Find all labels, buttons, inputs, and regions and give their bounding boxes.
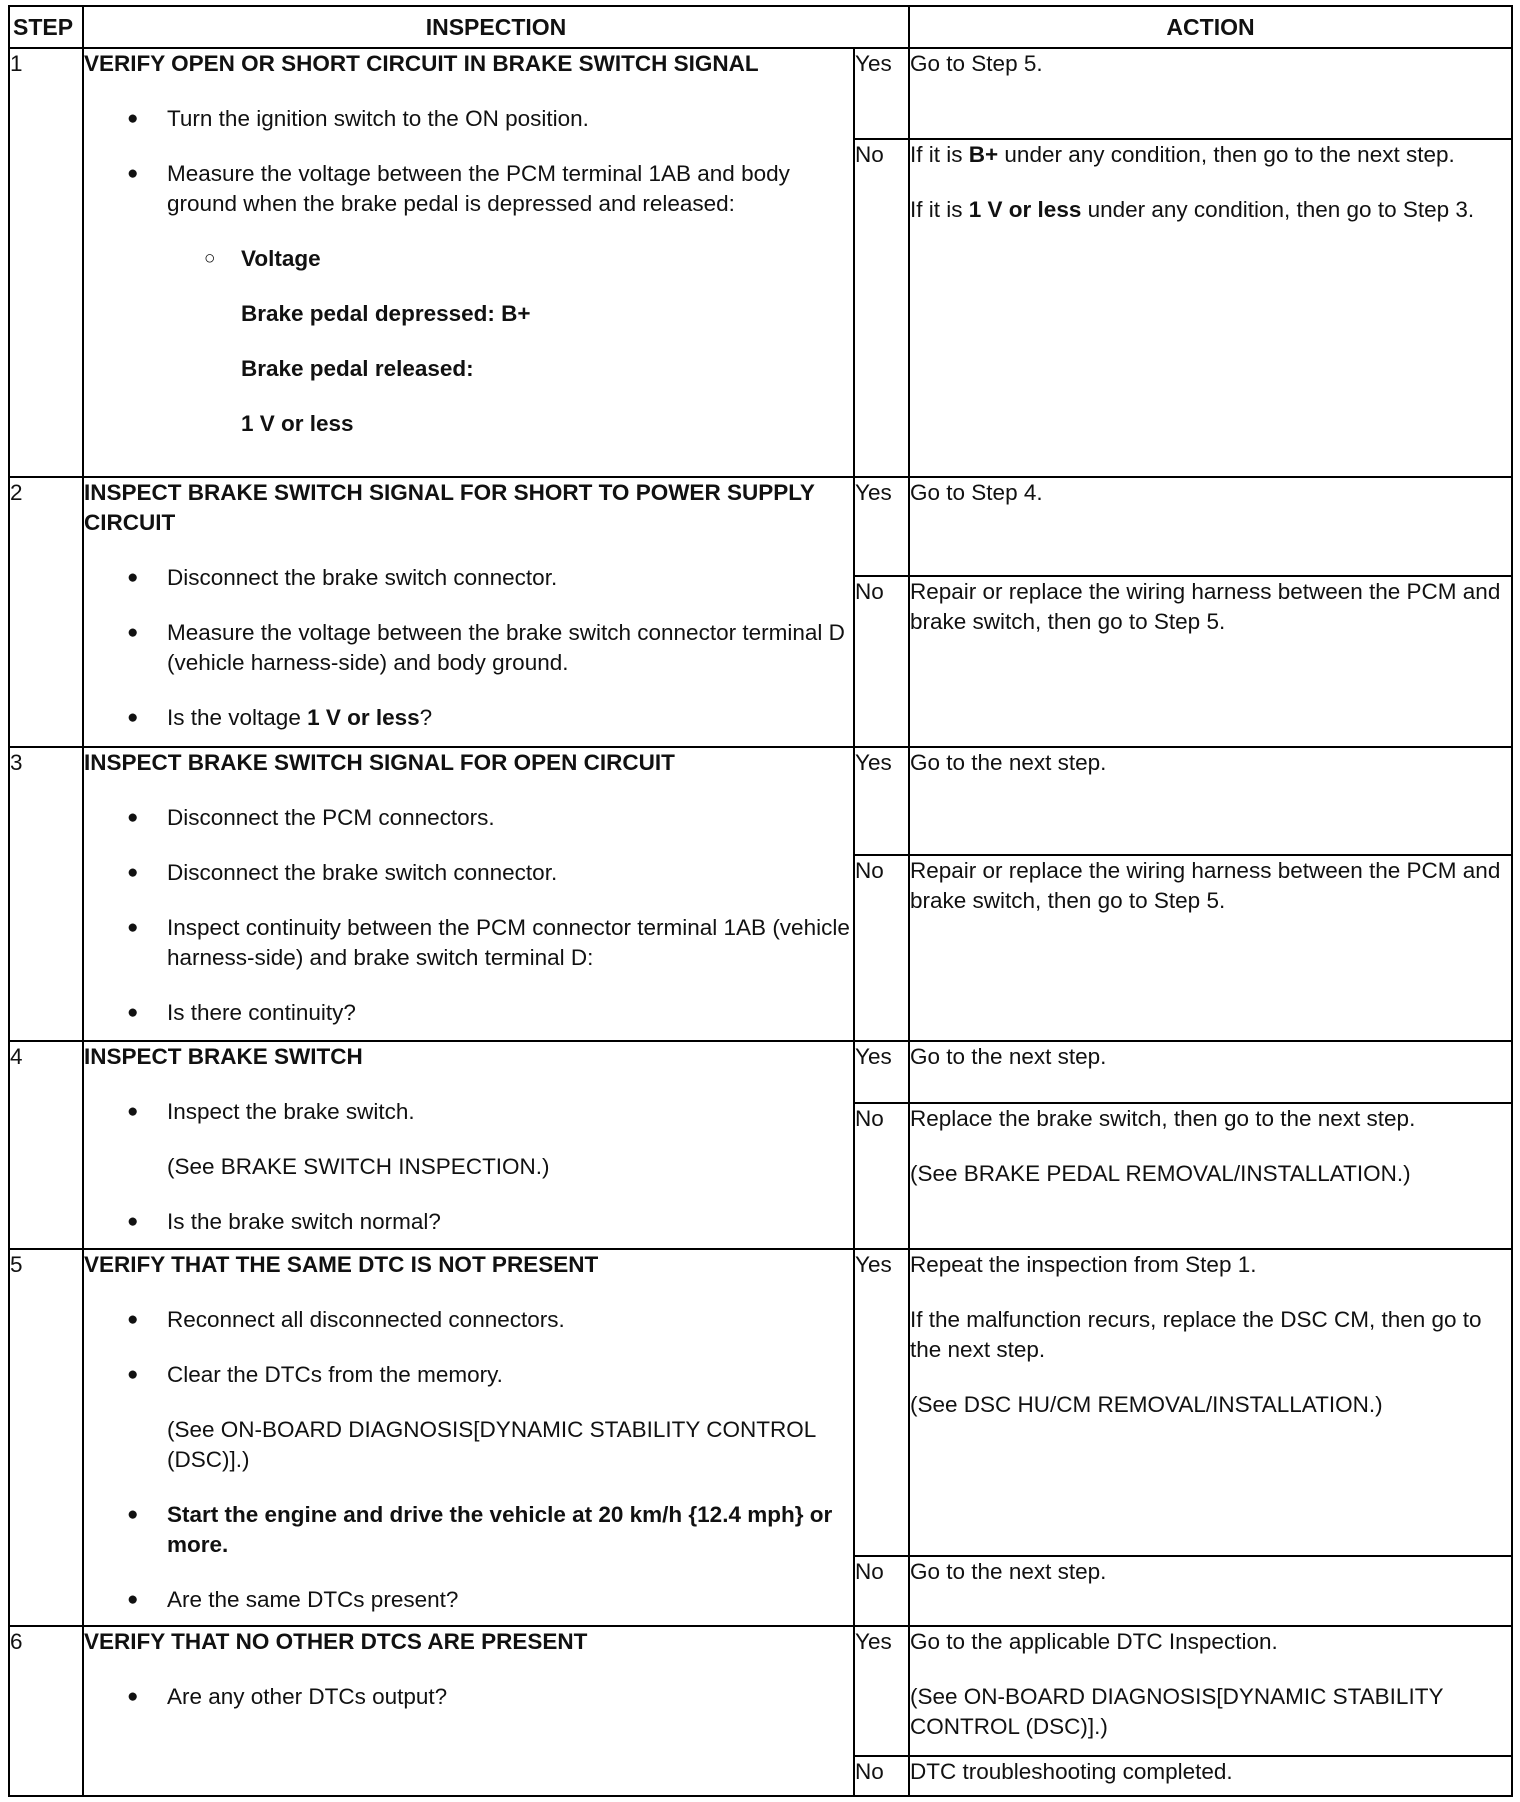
- step-1-sub-spec: 1 V or less: [241, 411, 354, 436]
- step-4-bullet-2: ● Is the brake switch normal?: [84, 1207, 853, 1237]
- step-6-yes-row: [9, 1626, 1512, 1756]
- step-5-bullet-2-ref: (See ON-BOARD DIAGNOSIS[DYNAMIC STABILITY CONTROL (DSC)].): [167, 1417, 816, 1472]
- step-6-yes-text: Go to the applicable DTC Inspection.: [910, 1629, 1278, 1654]
- step-2-inspection: [83, 477, 854, 747]
- step-6-inspection: [83, 1626, 854, 1796]
- step-6-yes-action: [909, 1626, 1512, 1756]
- header-row: [9, 6, 1512, 48]
- step-2-yes-text: Go to Step 4.: [910, 480, 1043, 505]
- step-4-bullet-1-ref: (See BRAKE SWITCH INSPECTION.): [167, 1154, 550, 1179]
- step-2-bullet-1: ● Disconnect the brake switch connector.: [84, 563, 853, 593]
- step-4-inspection: [83, 1041, 854, 1249]
- step-6-no-label: No: [854, 1756, 909, 1796]
- step-1-no-para-2: If it is 1 V or less under any condition, then go to Step 3.: [910, 197, 1475, 222]
- step-1-yes-text: Go to Step 5.: [910, 51, 1043, 76]
- step-4-no-ref: (See BRAKE PEDAL REMOVAL/INSTALLATION.): [910, 1161, 1411, 1186]
- step-2-yes-row: [9, 477, 1512, 576]
- step-4-yes-text: Go to the next step.: [910, 1044, 1107, 1069]
- step-6-bullet-1: ● Are any other DTCs output?: [84, 1682, 853, 1712]
- step-6-yes-ref: (See ON-BOARD DIAGNOSIS[DYNAMIC STABILITY CONTROL (DSC)].): [910, 1684, 1444, 1739]
- step-2-yes-action: [909, 477, 1512, 576]
- step-2-title: INSPECT BRAKE SWITCH SIGNAL FOR SHORT TO POWER SUPPLY CIRCUIT: [84, 480, 815, 535]
- step-5-no-text: Go to the next step.: [910, 1559, 1107, 1584]
- step-5-yes-text-2: If the malfunction recurs, replace the DSC CM, then go to the next step.: [910, 1307, 1482, 1362]
- header-step: STEP: [9, 6, 83, 48]
- step-5-number: 5: [9, 1249, 83, 1626]
- step-4-yes-action: [909, 1041, 1512, 1103]
- step-3-bullet-2: ● Disconnect the brake switch connector.: [84, 858, 853, 888]
- step-2-no-label: No: [854, 576, 909, 747]
- step-3-yes-text: Go to the next step.: [910, 750, 1107, 775]
- step-3-no-text: Repair or replace the wiring harness between the PCM and brake switch, then go to Step 5.: [910, 858, 1501, 913]
- step-4-no-label: No: [854, 1103, 909, 1249]
- step-2-bullet-2: ● Measure the voltage between the brake switch connector terminal D (vehicle harness-side) and body ground.: [84, 618, 853, 678]
- step-4-yes-label: Yes: [854, 1041, 909, 1103]
- step-5-no-label: No: [854, 1556, 909, 1626]
- step-3-bullet-3: ● Inspect continuity between the PCM connector terminal 1AB (vehicle harness-side) and brake switch terminal D:: [84, 913, 853, 973]
- step-4-bullet-1: ● Inspect the brake switch.: [84, 1097, 853, 1127]
- step-5-bullet-1: ● Reconnect all disconnected connectors.: [84, 1305, 853, 1335]
- step-2-no-action: [909, 576, 1512, 747]
- step-5-yes-label: Yes: [854, 1249, 909, 1556]
- step-1-no-action: [909, 139, 1512, 477]
- step-5-yes-action: [909, 1249, 1512, 1556]
- step-2-bullet-3: ● Is the voltage 1 V or less?: [84, 703, 853, 733]
- header-action: ACTION: [909, 6, 1512, 48]
- step-3-title: INSPECT BRAKE SWITCH SIGNAL FOR OPEN CIRCUIT: [84, 750, 675, 775]
- step-3-no-label: No: [854, 855, 909, 1041]
- step-5-yes-ref: (See DSC HU/CM REMOVAL/INSTALLATION.): [910, 1392, 1383, 1417]
- step-3-no-action: [909, 855, 1512, 1041]
- step-1-number: 1: [9, 48, 83, 477]
- step-3-inspection: [83, 747, 854, 1041]
- step-1-yes-action: [909, 48, 1512, 139]
- step-1-sub-depressed: Brake pedal depressed: B+: [241, 301, 531, 326]
- step-4-no-action: [909, 1103, 1512, 1249]
- step-5-bullet-2: ● Clear the DTCs from the memory.: [84, 1360, 853, 1390]
- step-1-yes-row: [9, 48, 1512, 139]
- step-5-title: VERIFY THAT THE SAME DTC IS NOT PRESENT: [84, 1252, 599, 1277]
- step-1-no-label: No: [854, 139, 909, 477]
- step-5-no-action: [909, 1556, 1512, 1626]
- step-5-inspection: [83, 1249, 854, 1626]
- step-3-bullet-1: ● Disconnect the PCM connectors.: [84, 803, 853, 833]
- step-1-inspection: [83, 48, 854, 477]
- step-3-bullet-4: ● Is there continuity?: [84, 998, 853, 1028]
- step-6-yes-label: Yes: [854, 1626, 909, 1756]
- step-1-bullet-2: ● Measure the voltage between the PCM terminal 1AB and body ground when the brake pedal is depressed and released:: [84, 159, 853, 219]
- step-1-sub-released: Brake pedal released:: [241, 356, 474, 381]
- step-2-no-text: Repair or replace the wiring harness between the PCM and brake switch, then go to Step 5.: [910, 579, 1501, 634]
- step-4-title: INSPECT BRAKE SWITCH: [84, 1044, 363, 1069]
- step-5-bullet-3: ● Start the engine and drive the vehicle at 20 km/h {12.4 mph} or more.: [84, 1500, 853, 1560]
- step-1-yes-label: Yes: [854, 48, 909, 139]
- step-5-yes-row: [9, 1249, 1512, 1556]
- step-2-yes-label: Yes: [854, 477, 909, 576]
- step-1-title: VERIFY OPEN OR SHORT CIRCUIT IN BRAKE SWITCH SIGNAL: [84, 51, 759, 76]
- step-2-number: 2: [9, 477, 83, 747]
- diagnostic-table: [8, 5, 1513, 1797]
- step-3-number: 3: [9, 747, 83, 1041]
- step-4-number: 4: [9, 1041, 83, 1249]
- step-5-bullet-4: ● Are the same DTCs present?: [84, 1585, 853, 1615]
- step-4-no-text: Replace the brake switch, then go to the next step.: [910, 1106, 1416, 1131]
- step-6-number: 6: [9, 1626, 83, 1796]
- step-3-yes-action: [909, 747, 1512, 855]
- step-1-bullet-1: ● Turn the ignition switch to the ON position.: [84, 104, 853, 134]
- step-3-yes-row: [9, 747, 1512, 855]
- step-6-no-text: DTC troubleshooting completed.: [910, 1759, 1233, 1784]
- step-4-yes-row: [9, 1041, 1512, 1103]
- header-inspection: INSPECTION: [83, 6, 909, 48]
- step-1-sub-voltage: ○ Voltage: [84, 244, 853, 274]
- step-1-no-para-1: If it is B+ under any condition, then go to the next step.: [910, 142, 1455, 167]
- step-6-no-action: [909, 1756, 1512, 1796]
- step-5-yes-text: Repeat the inspection from Step 1.: [910, 1252, 1257, 1277]
- step-3-yes-label: Yes: [854, 747, 909, 855]
- step-6-title: VERIFY THAT NO OTHER DTCS ARE PRESENT: [84, 1629, 588, 1654]
